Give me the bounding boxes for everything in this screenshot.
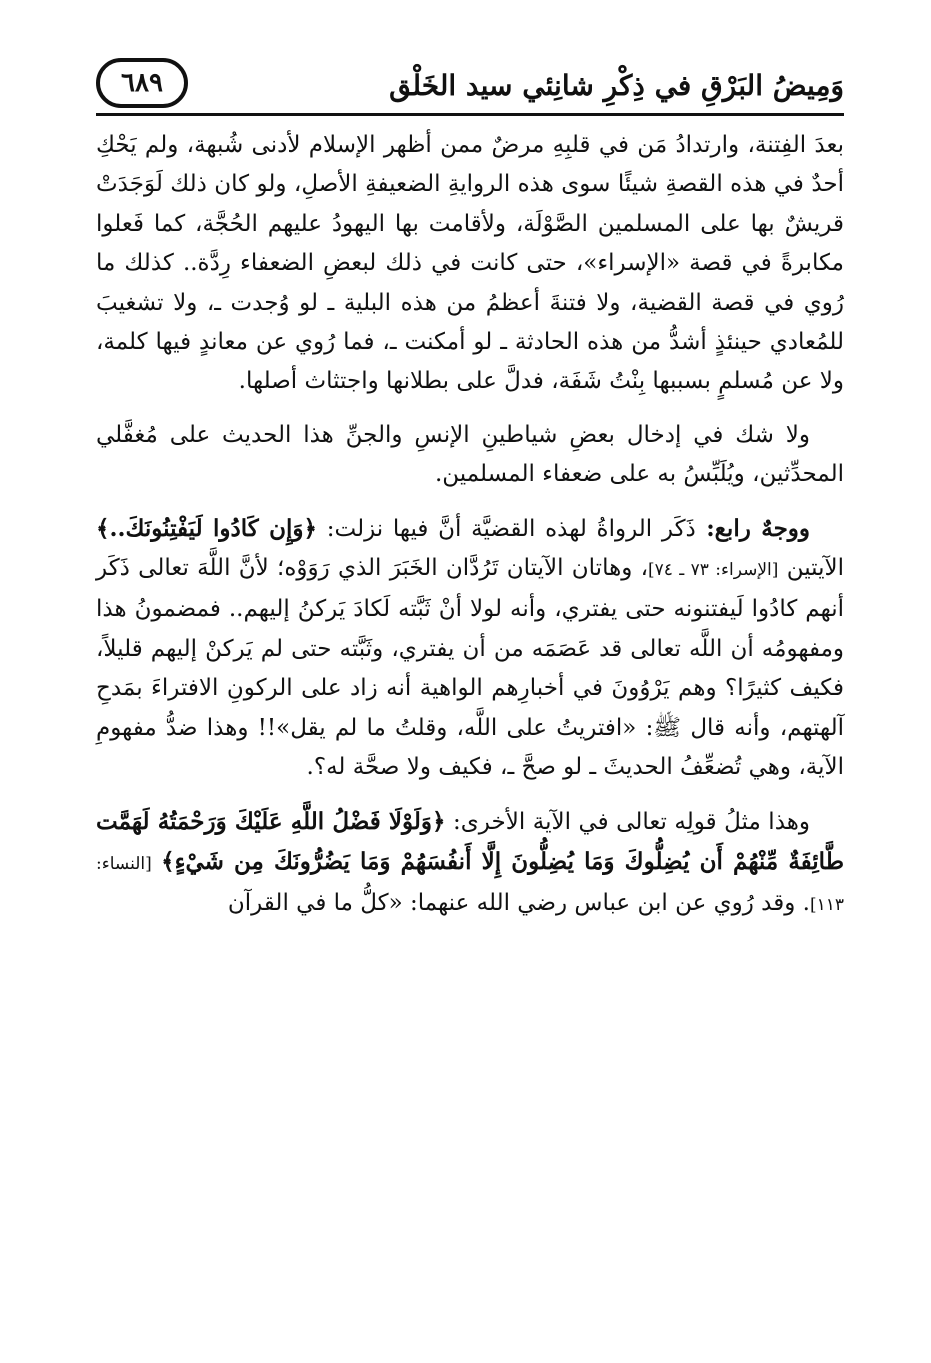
paragraph [96, 416, 844, 495]
paragraph [96, 802, 844, 926]
text-segment: ولا شك في إدخال بعضِ شياطينِ الإنسِ والجنِّ هذا الحديث على مُغفَّلي المحدِّثين، ويُلَبِّسُ به على ضعفاء المسلمين. [96, 421, 844, 488]
text-segment: الآيتين [778, 555, 844, 582]
page-header [96, 58, 844, 116]
text-segment [152, 849, 161, 875]
running-title: وَمِيضُ البَرْقِ في ذِكْرِ شانِئي سيد الخَلْق [389, 69, 844, 102]
text-segment: . وقد رُوي عن ابن عباس رضي الله عنهما: «كلُّ ما في القرآن [227, 890, 810, 917]
page-number-badge: ٦٨٩ [96, 58, 188, 108]
text-segment: ، وهاتان الآيتان تَرُدَّان الخَبَرَ الذي رَوَوْه؛ لأنَّ اللَّهَ تعالى ذَكَر أنهم كادُوا لَيفتنونه حتى يفتري، وأنه لولا أنْ ثَبَّته لَكادَ يَركنُ إليهم.. فمضمونُ هذا ومفهومُه أن اللَّه تعالى قد عَصَمَه من أن يفتري، وثَبَّته حتى لم يَركنْ إليهم قليلاً، فكيف كثيرًا؟ وهم يَرْوُونَ في أخبارِهم الواهية أنه زاد على الركونِ الافتراءَ بمَدحِ آلهتهم، وأنه قال ﷺ: «افتريتُ على اللَّه، وقلتُ ما لم يقل»!! وهذا ضدُّ مفهومِ الآية، وهي تُضعِّفُ الحديثَ ـ لو صحَّ ـ، فكيف ولا صحَّة له؟. [96, 555, 844, 781]
emphasis-text: ووجهٌ رابع: [695, 514, 810, 542]
paragraph [96, 509, 844, 788]
emphasis-text: ﴿وَلَوْلَا فَضْلُ اللَّهِ عَلَيْكَ وَرَحْمَتُهُ لَهَمَّت طَّائِفَةٌ مِّنْهُمْ أَن يُضِلُّوكَ وَمَا يُضِلُّونَ إِلَّا أَنفُسَهُمْ وَمَا يَضُرُّونَكَ مِن شَيْءٍ﴾ [96, 807, 844, 875]
text-segment: ذَكَر الرواةُ لهذه القضيَّة أنَّ فيها نزلت: [317, 515, 696, 542]
citation-reference: [الإسراء: ٧٣ ـ ٧٤] [648, 560, 779, 581]
header-rule [96, 113, 844, 116]
emphasis-text: ﴿وَإِن كَادُوا لَيَفْتِنُونَكَ..﴾ [96, 514, 318, 542]
text-segment: وهذا مثلُ قولِه تعالى في الآية الأخرى: [445, 808, 811, 835]
body-text [96, 126, 844, 926]
text-segment: بعدَ الفِتنة، وارتدادُ مَن في قلبِهِ مرضٌ ممن أظهر الإسلام لأدنى شُبهة، ولم يَحْكِ أحدٌ في هذه القصةِ شيئًا سوى هذه الروايةِ الضعيفةِ الأصلِ، ولو كان ذلك لَوَجَدَتْ قريشٌ بها على المسلمين الصَّوْلَة، ولأقامت بها اليهودُ عليهم الحُجَّة، كما فَعلوا مكابرةً في قصة «الإسراء»، حتى كانت في ذلك لبعضِ الضعفاء رِدَّة.. كذلك ما رُوي في قصة القضية، ولا فتنةَ أعظمُ من هذه البلية ـ لو وُجدت ـ، ولا تشغيبَ للمُعادي حينئذٍ أشدُّ من هذه الحادثة ـ لو أمكنت ـ، فما رُوي عن معاندٍ فيها كلمة، ولا عن مُسلمٍ بسببها بِنْتُ شَفَة، فدلَّ على بطلانها واجتثاث أصلها. [96, 132, 844, 395]
citation-reference: [النساء: ١١٣] [96, 853, 844, 916]
paragraph [96, 126, 844, 402]
